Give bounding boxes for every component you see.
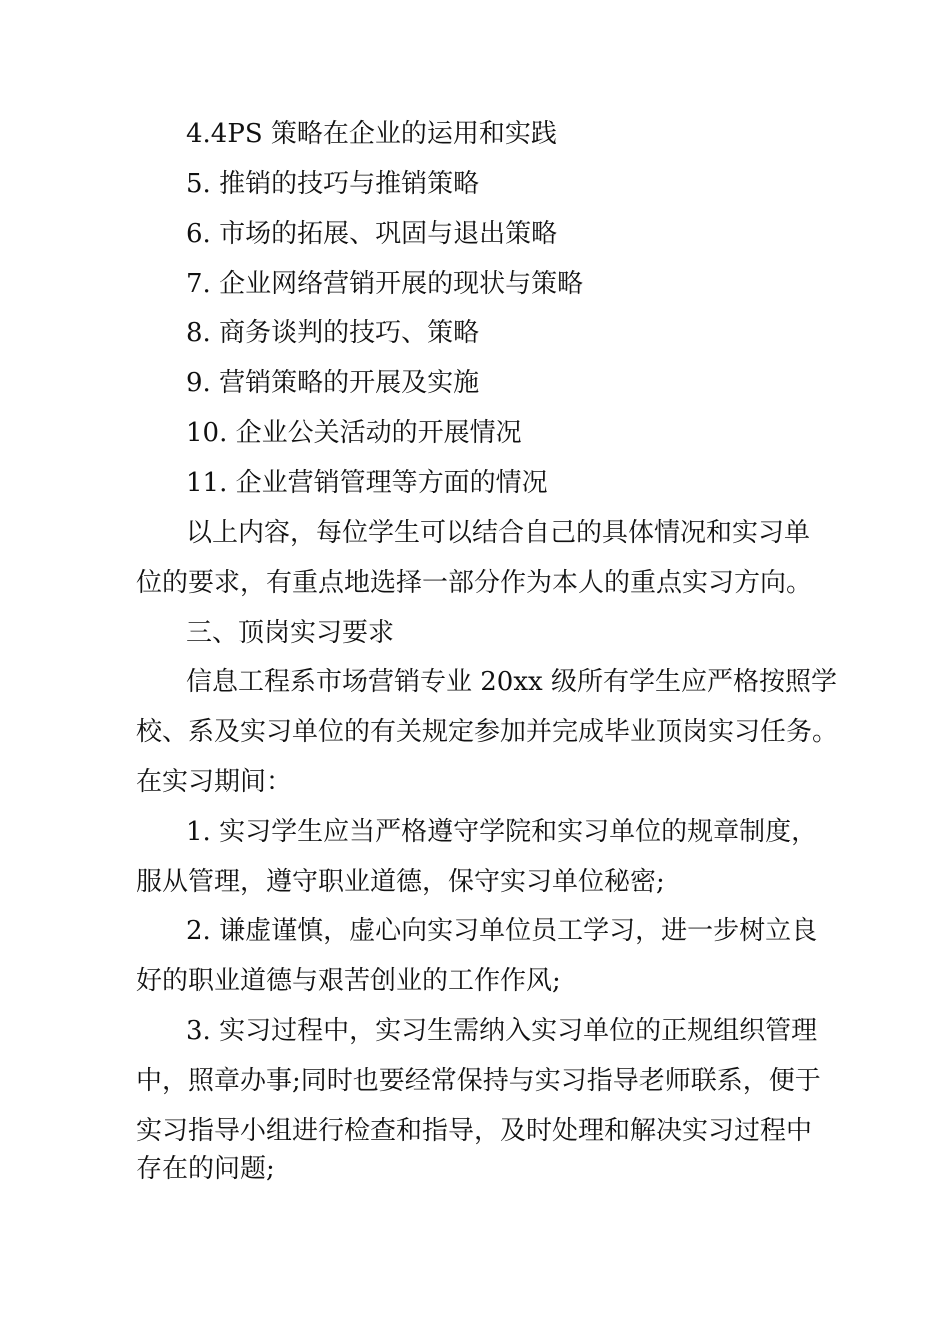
intro-paragraph-line: 校、系及实习单位的有关规定参加并完成毕业顶岗实习任务。 <box>136 717 839 747</box>
section-heading: 三、顶岗实习要求 <box>186 618 395 648</box>
requirement-line: 存在的问题; <box>136 1154 275 1184</box>
summary-paragraph-line: 位的要求，有重点地选择一部分作为本人的重点实习方向。 <box>136 568 813 598</box>
requirement-line: 服从管理，遵守职业道德，保守实习单位秘密; <box>136 867 665 897</box>
requirement-line: 中，照章办事;同时也要经常保持与实习指导老师联系，便于 <box>136 1066 821 1096</box>
list-item: 5. 推销的技巧与推销策略 <box>186 169 480 199</box>
list-item: 11. 企业营销管理等方面的情况 <box>186 468 548 498</box>
list-item: 9. 营销策略的开展及实施 <box>186 368 480 398</box>
requirement-line: 2. 谦虚谨慎，虚心向实习单位员工学习，进一步树立良 <box>186 916 818 946</box>
requirement-line: 1. 实习学生应当严格遵守学院和实习单位的规章制度， <box>186 817 818 847</box>
requirement-line: 3. 实习过程中，实习生需纳入实习单位的正规组织管理 <box>186 1016 818 1046</box>
requirement-line: 实习指导小组进行检查和指导，及时处理和解决实习过程中 <box>136 1116 813 1146</box>
requirement-line: 好的职业道德与艰苦创业的工作作风; <box>136 966 561 996</box>
intro-paragraph-line: 在实习期间： <box>136 767 293 797</box>
list-item: 10. 企业公关活动的开展情况 <box>186 418 522 448</box>
list-item: 4.4PS 策略在企业的运用和实践 <box>186 119 557 149</box>
list-item: 6. 市场的拓展、巩固与退出策略 <box>186 219 558 249</box>
summary-paragraph-line: 以上内容，每位学生可以结合自己的具体情况和实习单 <box>186 518 811 548</box>
intro-paragraph-line: 信息工程系市场营销专业 20xx 级所有学生应严格按照学 <box>186 667 837 697</box>
list-item: 8. 商务谈判的技巧、策略 <box>186 318 480 348</box>
list-item: 7. 企业网络营销开展的现状与策略 <box>186 269 584 299</box>
